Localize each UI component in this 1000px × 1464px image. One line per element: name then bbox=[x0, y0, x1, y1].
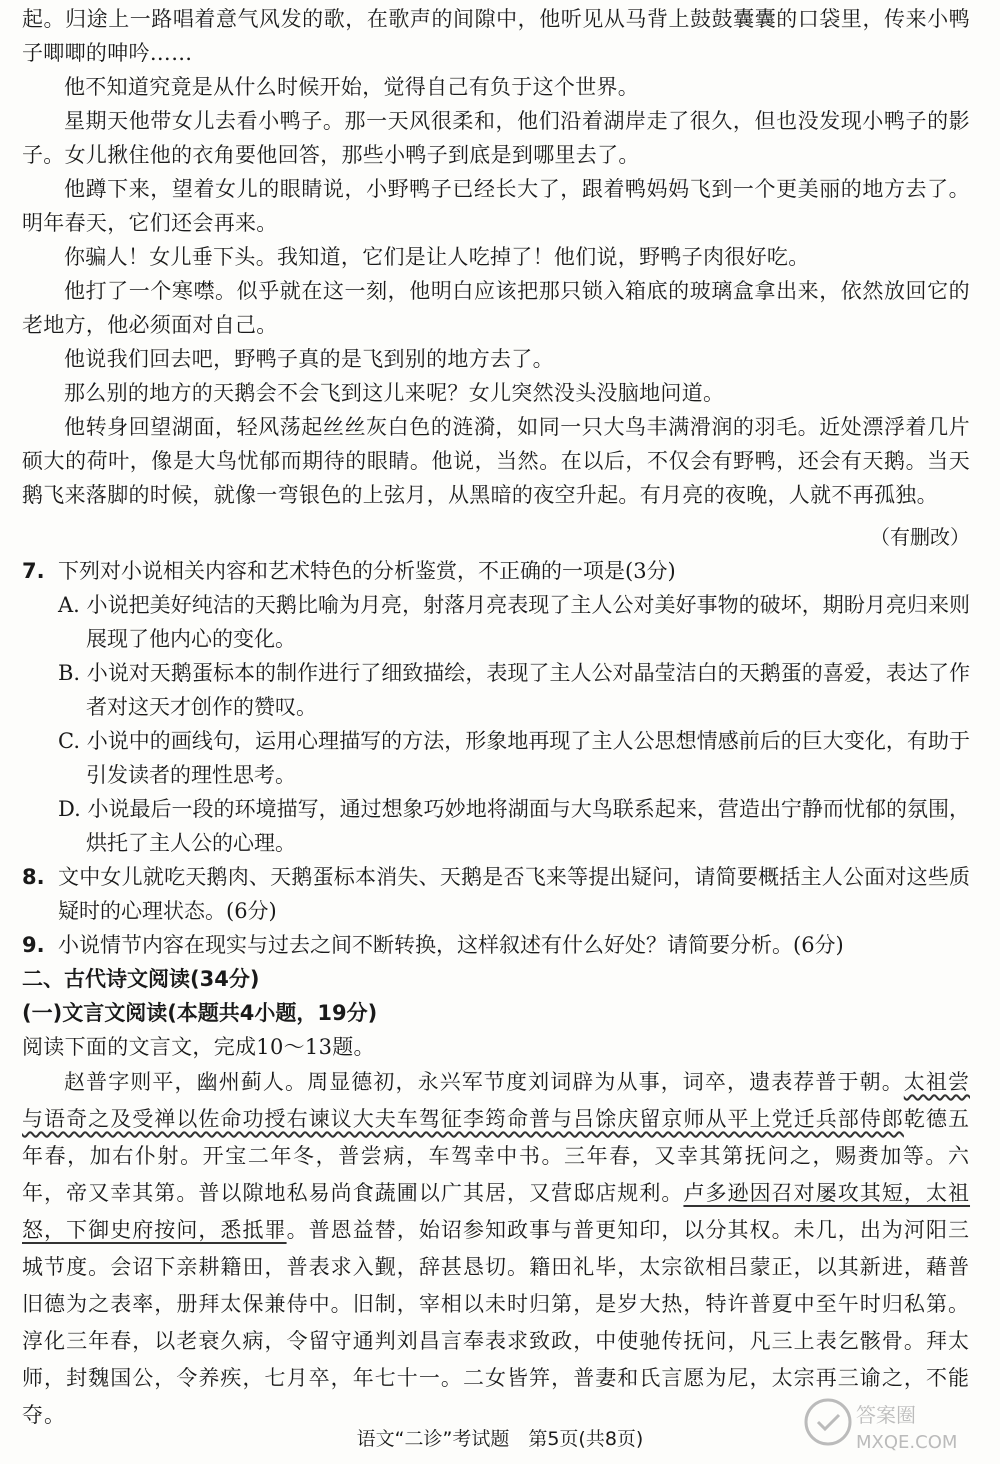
question-7-number: 7. bbox=[22, 559, 45, 583]
story-paragraph-1: 起。归途上一路唱着意气风发的歌，在歌声的间隙中，他听见从马背上鼓鼓囊囊的口袋里，传来小鸭子唧唧的呻吟…… bbox=[22, 7, 970, 65]
question-7-option-c: C. 小说中的画线句，运用心理描写的方法，形象地再现了主人公思想情感前后的巨大变化，有助于引发读者的理性思考。 bbox=[58, 729, 970, 787]
question-7-option-b: B. 小说对天鹅蛋标本的制作进行了细致描绘，表现了主人公对晶莹洁白的天鹅蛋的喜爱，表达了作者对这天才创作的赞叹。 bbox=[58, 661, 970, 719]
story-paragraph-5: 你骗人！女儿垂下头。我知道，它们是让人吃掉了！他们说，野鸭子肉很好吃。 bbox=[64, 245, 810, 269]
watermark-line-1: 答案圈 bbox=[856, 1403, 916, 1427]
question-7-option-d: D. 小说最后一段的环境描写，通过想象巧妙地将湖面与大鸟联系起来，营造出宁静而忧郁的氛围，烘托了主人公的心理。 bbox=[58, 797, 970, 855]
question-9-number: 9. bbox=[22, 933, 45, 957]
subsection-title: (一)文言文阅读(本题共4小题，19分) bbox=[22, 1001, 378, 1025]
classical-sentence-3: 乾德五年春，加右仆射。开宝二年冬，普尝病，车驾幸中书。三年春，又幸其第抚问之，赐赉加等。六年，帝又幸其第。普以隙地私易尚食蔬圃以广其居，又营邸店规利。 bbox=[22, 1107, 971, 1205]
classical-sentence-5: 。普恩益替，始诏参知政事与普更知印，以分其权。未几，出为河阳三城节度。会诏下亲耕籍田，普表求入觐，辞甚恳切。籍田礼毕，太宗欲相吕蒙正，以其新进，藉普旧德为之表率，册拜太保兼侍中。旧制，宰相以未时归第，是岁大热，特许普夏中至午时归私第。淳化三年春，以老衰久病，令留守通判刘昌言奉表求致政，中使驰传抚问，凡三上表乞骸骨。拜太师，封魏国公，令养疾，七月卒，年七十一。二女皆笄，普妻和氏言愿为尼，太宗再三谕之，不能夺。 bbox=[22, 1218, 971, 1427]
classical-sentence-1: 赵普字则平，幽州蓟人。周显德初，永兴军节度刘词辟为从事，词卒，遗表荐普于朝。 bbox=[64, 1070, 904, 1094]
story-paragraph-9: 他转身回望湖面，轻风荡起丝丝灰白色的涟漪，如同一只大鸟丰满滑润的羽毛。近处漂浮着几片硕大的荷叶，像是大鸟忧郁而期待的眼睛。他说，当然。在以后，不仅会有野鸭，还会有天鹅。当天鹅飞来落脚的时候，就像一弯银色的上弦月，从黑暗的夜空升起。有月亮的夜晚，人就不再孤独。 bbox=[22, 415, 970, 507]
question-7-option-a: A. 小说把美好纯洁的天鹅比喻为月亮，射落月亮表现了主人公对美好事物的破坏，期盼月亮归来则展现了他内心的变化。 bbox=[58, 593, 970, 651]
classical-text bbox=[22, 1064, 970, 1434]
story-paragraph-4: 他蹲下来，望着女儿的眼睛说，小野鸭子已经长大了，跟着鸭妈妈飞到一个更美丽的地方去了。明年春天，它们还会再来。 bbox=[22, 177, 970, 235]
watermark-line-2: MXQE.COM bbox=[856, 1432, 958, 1453]
question-7-stem: 下列对小说相关内容和艺术特色的分析鉴赏，不正确的一项是(3分) bbox=[58, 559, 676, 583]
question-8 bbox=[22, 860, 970, 928]
reading-instruction: 阅读下面的文言文，完成10～13题。 bbox=[22, 1035, 375, 1059]
question-7 bbox=[22, 554, 970, 588]
story-paragraph-3: 星期天他带女儿去看小鸭子。那一天风很柔和，他们沿着湖岸走了很久，但也没发现小鸭子的影子。女儿揪住他的衣角要他回答，那些小鸭子到底是到哪里去了。 bbox=[22, 109, 970, 167]
question-8-number: 8. bbox=[22, 865, 45, 889]
page-footer: 语文“二诊”考试题 第5页(共8页) bbox=[356, 1428, 644, 1450]
question-8-stem: 文中女儿就吃天鹅肉、天鹅蛋标本消失、天鹅是否飞来等提出疑问，请简要概括主人公面对这些质疑时的心理状态。(6分) bbox=[58, 865, 970, 923]
question-9-stem: 小说情节内容在现实与过去之间不断转换，这样叙述有什么好处？请简要分析。(6分) bbox=[58, 933, 844, 957]
story-paragraph-7: 他说我们回去吧，野鸭子真的是飞到别的地方去了。 bbox=[64, 347, 554, 371]
source-note: （有删改） bbox=[870, 525, 970, 549]
story-paragraph-8: 那么别的地方的天鹅会不会飞到这儿来呢？女儿突然没头没脑地问道。 bbox=[64, 381, 725, 405]
wavy-underlined-passage: 太祖尝与语奇之及受禅以佐命功授右谏议大夫车驾征李筠命普与吕馀庆留京师从平上党迁兵部侍郎 bbox=[22, 1070, 970, 1131]
section-title: 二、古代诗文阅读(34分) bbox=[22, 967, 260, 991]
story-paragraph-2: 他不知道究竟是从什么时候开始，觉得自己有负于这个世界。 bbox=[64, 75, 640, 99]
underlined-passage: 卢多逊因召对屡攻其短，太祖怒，下御史府按问，悉抵罪 bbox=[22, 1181, 971, 1242]
story-paragraph-6: 他打了一个寒噤。似乎就在这一刻，他明白应该把那只锁入箱底的玻璃盒拿出来，依然放回它的老地方，他必须面对自己。 bbox=[22, 279, 970, 337]
question-9 bbox=[22, 928, 970, 962]
